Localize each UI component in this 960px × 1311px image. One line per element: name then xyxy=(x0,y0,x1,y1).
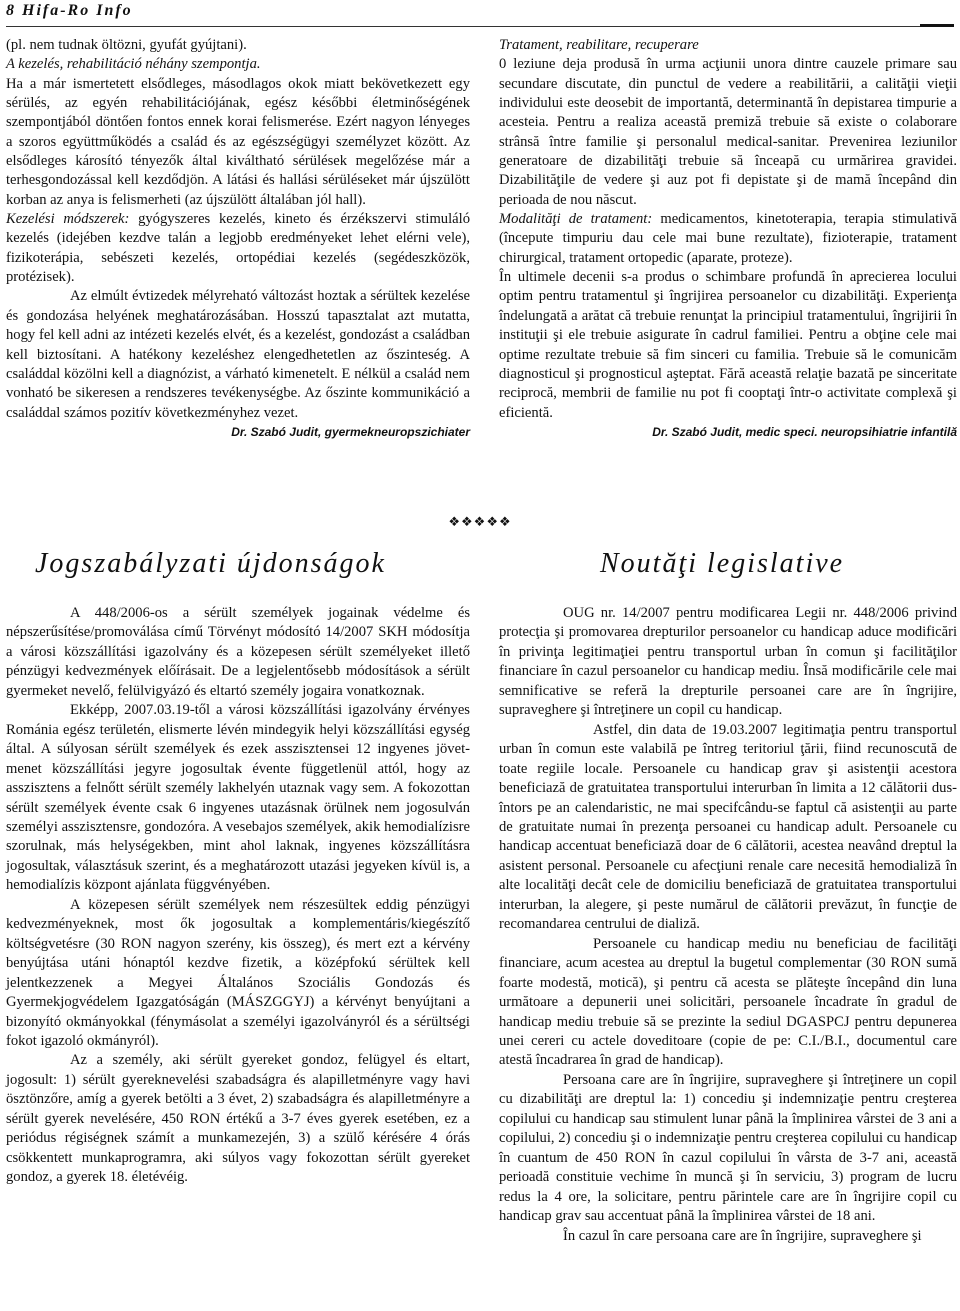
subheading: A kezelés, rehabilitáció néhány szempontja. xyxy=(6,56,261,73)
section-divider-ornament: ❖❖❖❖❖ xyxy=(448,515,512,530)
subheading: Tratament, reabilitare, recuperare xyxy=(499,37,699,53)
header-rule xyxy=(6,26,954,27)
paragraph: Persoana care are în îngrijire, supraveghere şi întreţinere un copil cu dizabilităţi are dreptul la: 1) concediu şi indemnizaţie pentru creşterea copilului cu handicap sau stimulent lunar până la împlinirea vârstei de 3 ani a copilului, 2) concediu şi o indemnizaţie pentru creşterea copilului cu handicap în cuantum de 450 RON în cazul copilului în vârsta de 3-7 ani, această perioadă constituie vechime în muncă şi în serviciu, 3) program de lucru redus la 4 ore, la solicitare, pentru părintele care are în îngrijire copil cu handicap grav sau accentuat până la împlinirea vârstei de 18 ani. xyxy=(499,1071,957,1225)
paragraph xyxy=(6,210,470,287)
paragraph: Persoanele cu handicap mediu nu beneficiau de facilităţi financiare, acum acestea au dreptul la bugetul complementar (30 RON sumă foarte modestă, motică), şi pentru că acesta se plăteşte începând din luna următoare a depunerii unei solicitări, persoanele încadrate în gradul de handicap mediu trebuie să se prezinte la sediul DGASPCJ pentru depunerea unei cereri cu actele doveditoare (copie de pe: C.I./B.I., documentul care atestă încadrarea în grad de handicap). xyxy=(499,935,957,1069)
paragraph-text: medicamentos, kinetoterapia, terapia stimulativă (începute timpuriu dau cele mai bune rezultate), fizioterapie, tratament chirurgical, tratament ortopedic (aparate, proteze). xyxy=(499,211,957,266)
header-rule-accent xyxy=(920,24,954,27)
section-title-romanian: Noutăţi legislative xyxy=(600,548,845,579)
paragraph: (pl. nem tudnak öltözni, gyufát gyújtani). xyxy=(6,37,247,53)
paragraph-text: gyógyszeres kezelés, kineto és érzékszervi stimuláló kezelés (idejében kezdve talán a legjobb eredményeket lehet elérni vele), fizikoterápia, sebészeti kezelés, ortopédiai kezelés (segédeszközök, protézisek). xyxy=(6,211,470,286)
paragraph: Astfel, din data de 19.03.2007 legitimaţia pentru transportul urban în comun este valabilă pe întreg teritoriul ţării, fiind recunoscută de toate regiile locale. Persoanele cu handicap grav şi asistenţii acestora beneficiază de gratuitatea transportului interurban în limita a 12 călătorii dus-întors pe an calendaristic, ne mai specifcându-se faptul că asistenţii au parte de gratuitate numai în prezenţa persoanei cu handicap adult. Persoanele cu handicap accentuat beneficiază doar de 6 călătorii, acestea neavând dreptul la asistent personal. Persoanele cu afecţiuni renale care necesită hemodializă în alte localităţi decât cele de domiciliu beneficiază de gratuitatea transportului interurban, la alegere, şi peste numărul de călătorii prevăzut, în funcţie de recomandarea centrului de dializă. xyxy=(499,721,957,933)
paragraph: În ultimele decenii s-a produs o schimbare profundă în aprecierea locului optim pentru tratamentul şi îngrijirea persoanelor cu dizabilităţi. Experienţa îndelungată a arătat că trebuie renunţat la principiul tratamentului, îngrijirii în instituţii şi ele trebuie asigurate în cadrul familiei. Pentru a obţine cele mai optime rezultate trebuie să fim sinceri cu familia. Trebuie să le comunicăm diagnosticul şi prognosticul aşteptat. Fără această relaţie bazată pe sinceritate reciprocă, membrii de familie nu pot fi cooptaţi într-o activitate complexă şi eficientă. xyxy=(499,269,957,421)
paragraph: În cazul în care persoana care are în îngrijire, supraveghere şi xyxy=(563,1227,922,1244)
paragraph xyxy=(499,210,957,268)
paragraph: A 448/2006-os a sérült személyek jogainak védelme és népszerűsítése/promoválása című Törvényt módosító 14/2007 SKH módosítja a városi közszállítási igazolvány és a közepesen sérült személyeket illető pénzügyi kedvezmények előírásait. De a legjelentősebb módosítások a sérült gyermeket nevelő, felülvigyázó és eltartó személy jogaira vonatkoznak. xyxy=(6,605,470,699)
author-signature: Dr. Szabó Judit, gyermekneuropszichiater xyxy=(231,424,470,439)
inline-label: Kezelési módszerek: xyxy=(6,211,130,228)
paragraph: A közepesen sérült személyek nem részesültek eddig pénzügyi kedvezményeknek, most ők jogosultak a komplementáris/kiegészítő költségvetésre (30 RON nagyon szerény, kis összeg), és mert ezt a kérvény benyújtása utáni hónaptól kezdve fizetik, a középfokú sérültek kell jelentkezzenek a Megyei Általános Szociális Gondozás és Gyermekjogvédelem Igazgatóságán (MÁSZGGYJ) a kérvényt benyújtani a bizonyító okmányokkal (fénymásolat a személyi igazolványról és a sérültségi fokot igazoló okmányról). xyxy=(6,896,470,1049)
hungarian-legislation-column xyxy=(6,604,470,1188)
paragraph: OUG nr. 14/2007 pentru modificarea Legii nr. 448/2006 privind protecţia şi promovarea drepturilor persoanelor cu handicap aduce modificări în privinţa legitimaţiei pentru transportul urban în comun şi facilităţilor financiare în cazul persoanelor cu handicap mediu. Însă modificările cele mai semnificative se referă la drepturile persoanei care are în îngrijire, supraveghere şi întreţinere un copil cu handicap. xyxy=(499,605,957,719)
inline-label: Modalităţi de tratament: xyxy=(499,211,653,228)
paragraph: Ekképp, 2007.03.19-től a városi közszállítási igazolvány érvényes Románia egész területén, elismerte lévén mindegyik helyi közszállítási egység által. A súlyosan sérült személyek és ezek asszisztensei 12 ingyenes jövet-menet közszállítási jegyre jogosultak évente függetlenül attól, hogy az asszisztens a felnőtt sérült személy lakhelyén utaznak vagy sem. A fokozottan sérült személyek évente csak 6 ingyenes utazásnak örülnek nem jogosulván személyi asszisztensre, gondozóra. A vesebajos személyek, akik hemodialízisre szorulnak, más helységekben, mint ahol laknak, ingyenes közszállításra jogosultak, választásuk szerint, és a meghatározott utazási jegyeken kívül is, a hemodialízis központ ajánlata függvényében. xyxy=(6,702,470,894)
page-number-and-title: 8 Hifa-Ro Info xyxy=(6,2,133,19)
romanian-article-column xyxy=(499,36,957,442)
author-signature: Dr. Szabó Judit, medic speci. neuropsihiatrie infantilă xyxy=(652,424,957,439)
hungarian-article-column xyxy=(6,36,470,442)
paragraph: 0 leziune deja produsă în urma acţiunii unora dintre cauzele primare sau secundare discutate, din punctul de vedere a reabilitării, a calităţii vieţii individului este deosebit de importantă, determinantă în depistarea timpurie a acesteia. Pentru a realiza această premiză trebuie să existe o colaborare strânsă între familie şi personalul medical-sanitar. Prevenirea leziunilor generatoare de dizabilităţi trebuie să înceapă cu urmărirea gravidei. Dizabilităţile de vedere şi auz pot fi depistate şi de mamă începând din perioada de nou născut. xyxy=(499,56,957,208)
romanian-legislation-column xyxy=(499,604,957,1246)
paragraph: Ha a már ismertetett elsődleges, másodlagos okok miatt bekövetkezett egy sérülés, az egyén rehabilitációjának, egész későbbi életminőségének szempontjából döntően fontos ennek korai felismerése. Ezért nagyon lényeges a szoros együttműködés a család és az egészségügyi személyzet között. Az elsődleges károsító tényezők által kiváltható sérülések megelőzése már a terhesgondozással kell kezdődjön. A látási és hallási sérüléseket már újszülött korban az anya is felismerheti (az újszülött általában jól hall). xyxy=(6,75,470,208)
paragraph: Az a személy, aki sérült gyereket gondoz, felügyel és eltart, jogosult: 1) sérült gyereknevelési szabadságra és alapilletményre vagy havi ösztönzőre, amíg a gyerek betölti a 3 évet, 2) szabadságra és alapilletményre a sérült gyerek nevelésére, 450 RON értékű a 3-7 éves gyerek esetében, ez a periódus régiségnek számít a munkamezején, 3) a szülő kérésére 4 órás csökkentett munkaprogramra, aki súlyos vagy fokozottan sérült gyereket gondoz, a gyerek 18. életévéig. xyxy=(6,1052,470,1186)
paragraph: Az elmúlt évtizedek mélyreható változást hoztak a sérültek kezelése és gondozása helyének meghatározásában. Hosszú tapasztalat azt mutatta, hogy fel kell adni az intézeti kezelés elvét, és a kezelést, gondozást a családban kell biztosítani. A hatékony kezeléshez elengedhetetlen az őszinteség. A családdal közölni kell a diagnózist, a várható kimenetelt. E nélkül a család nem vonható be sikeresen a rendszeres tevékenységbe. Az őszinte kommunikáció a családdal számos pozitív következményhez vezet. xyxy=(6,288,470,421)
page-header xyxy=(6,0,954,30)
section-title-hungarian: Jogszabályzati újdonságok xyxy=(35,548,386,579)
